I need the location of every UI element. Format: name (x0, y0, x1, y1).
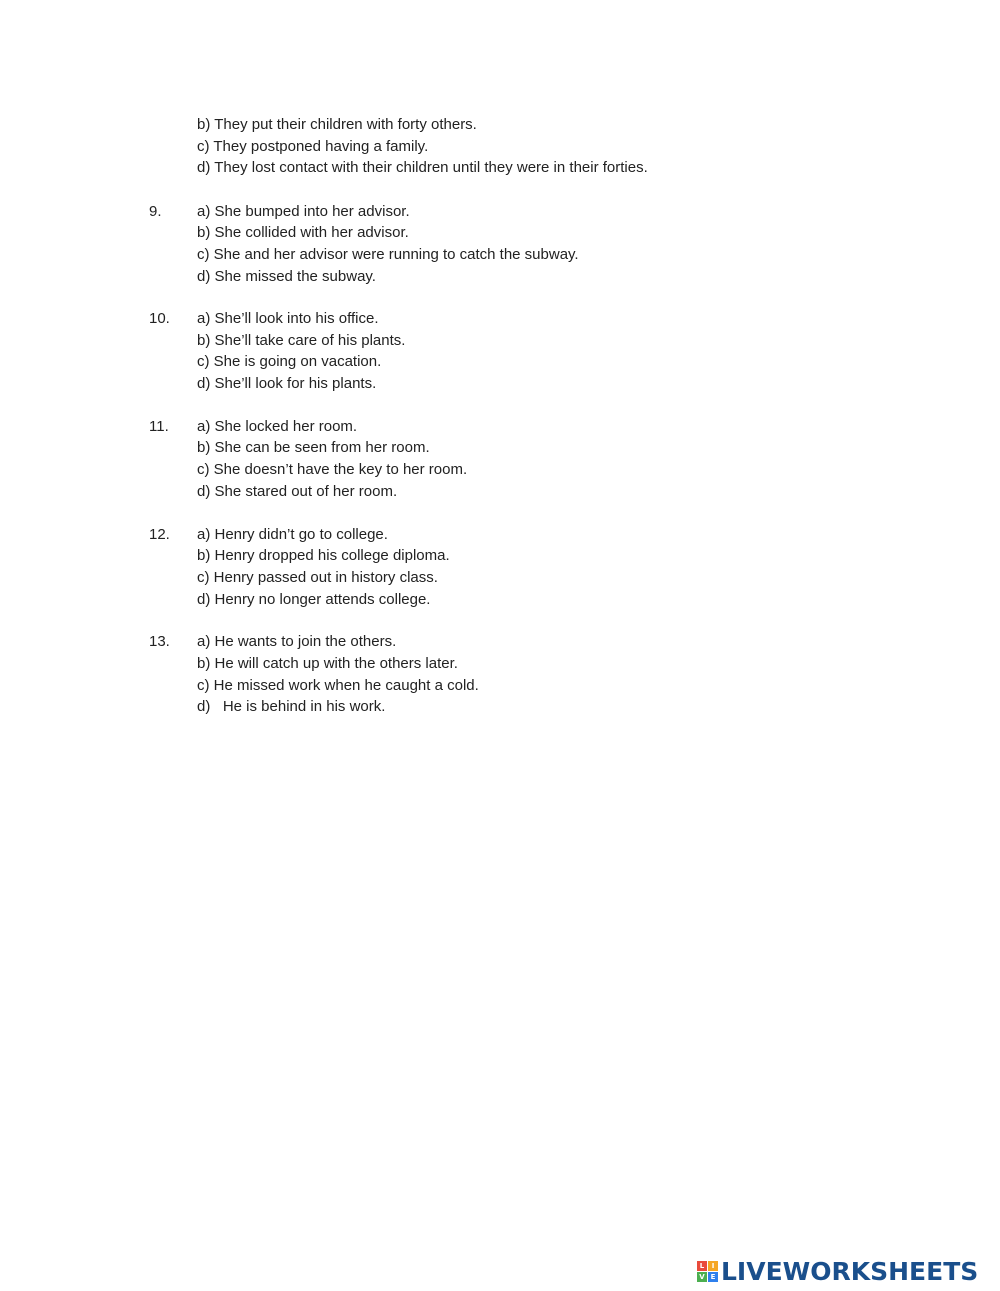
q8-option-c: c) They postponed having a family. (197, 138, 429, 155)
q10-option-c: c) She is going on vacation. (197, 353, 382, 370)
question-11-number: 11. (149, 418, 169, 435)
q13-option-c: c) He missed work when he caught a cold. (197, 677, 479, 694)
q9-option-b: b) She collided with her advisor. (197, 224, 409, 241)
q11-option-c: c) She doesn’t have the key to her room. (197, 461, 468, 478)
q8-option-b: b) They put their children with forty others. (197, 116, 477, 133)
q13-option-b: b) He will catch up with the others later. (197, 655, 458, 672)
logo-blocks-icon (697, 1261, 718, 1282)
logo-block-v: V (697, 1272, 707, 1282)
q12-option-a: a) Henry didn’t go to college. (197, 526, 388, 543)
question-9-number: 9. (149, 203, 162, 220)
q12-option-d: d) Henry no longer attends college. (197, 591, 431, 608)
question-12-number: 12. (149, 526, 170, 543)
logo-block-e: E (708, 1272, 718, 1282)
q11-option-d: d) She stared out of her room. (197, 483, 398, 500)
q12-option-b: b) Henry dropped his college diploma. (197, 547, 450, 564)
logo-block-i: I (708, 1261, 718, 1271)
question-13-number: 13. (149, 633, 170, 650)
q10-option-d: d) She’ll look for his plants. (197, 375, 377, 392)
q12-option-c: c) Henry passed out in history class. (197, 569, 438, 586)
q9-option-a: a) She bumped into her advisor. (197, 203, 410, 220)
q9-option-c: c) She and her advisor were running to catch the subway. (197, 246, 579, 263)
logo-block-l: L (697, 1261, 707, 1271)
q9-option-d: d) She missed the subway. (197, 268, 376, 285)
liveworksheets-logo (697, 1255, 978, 1287)
q8-option-d: d) They lost contact with their children until they were in their forties. (197, 159, 648, 176)
question-10-number: 10. (149, 310, 170, 327)
q10-option-a: a) She’ll look into his office. (197, 310, 379, 327)
q13-option-d: d) He is behind in his work. (197, 698, 386, 715)
q13-option-a: a) He wants to join the others. (197, 633, 397, 650)
q11-option-a: a) She locked her room. (197, 418, 358, 435)
q11-option-b: b) She can be seen from her room. (197, 439, 430, 456)
q10-option-b: b) She’ll take care of his plants. (197, 332, 406, 349)
logo-text: LIVEWORKSHEETS (721, 1256, 979, 1286)
